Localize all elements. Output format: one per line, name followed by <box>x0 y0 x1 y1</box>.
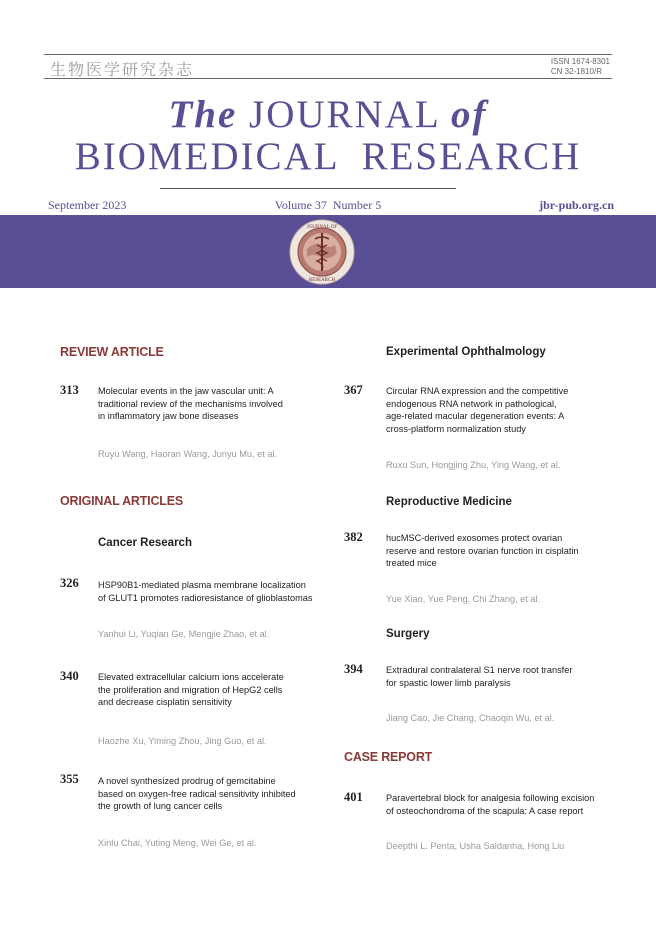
title-line: the growth of lung cancer cells <box>98 801 223 811</box>
subheading-surgery: Surgery <box>386 628 430 640</box>
title-line: the proliferation and migration of HepG2 cells <box>98 684 283 695</box>
title-divider <box>160 188 456 189</box>
title-line: Circular RNA expression and the competitive <box>386 386 569 396</box>
title-line: in inflammatory jaw bone diseases <box>98 411 239 421</box>
svg-text:RESEARCH: RESEARCH <box>308 278 336 283</box>
title-line: HSP90B1-mediated plasma membrane localization <box>98 580 306 590</box>
title-line: hucMSC-derived exosomes protect ovarian <box>386 533 563 543</box>
page-number: 326 <box>60 576 79 590</box>
title-line: treated mice <box>386 558 437 568</box>
title-line: Paravertebral block for analgesia following excision <box>386 793 595 803</box>
title-line: and decrease cisplatin sensitivity <box>98 697 232 707</box>
article-title-367[interactable] <box>386 385 626 435</box>
title-line: of osteochondroma of the scapula: A case report <box>386 805 584 816</box>
subheading-cancer-research: Cancer Research <box>98 537 192 549</box>
article-authors-367: Ruxu Sun, Hongjing Zhu, Ying Wang, et al. <box>386 460 561 470</box>
article-title-326[interactable] <box>98 579 348 604</box>
page-number: 313 <box>60 383 79 397</box>
subheading-experimental-ophthalmology: Experimental Ophthalmology <box>386 346 546 358</box>
page-number: 394 <box>344 662 363 676</box>
issn-number: ISSN 1674-8301 <box>550 57 610 66</box>
svg-text:JOURNAL OF: JOURNAL OF <box>306 225 338 230</box>
chinese-title: 生物医学研究杂志 <box>50 60 195 79</box>
website-link[interactable]: jbr-pub.org.cn <box>539 198 614 212</box>
article-title-394[interactable] <box>386 664 626 689</box>
title-line: A novel synthesized prodrug of gemcitabine <box>98 776 276 786</box>
article-title-340[interactable] <box>98 671 338 709</box>
article-authors-326: Yanhui Li, Yuqian Ge, Mengjie Zhao, et al. <box>98 629 270 639</box>
issue-date: September 2023 <box>48 198 127 212</box>
title-line: Extradural contralateral S1 nerve root transfer <box>386 665 573 675</box>
journal-title-line2: BIOMEDICAL RESEARCH <box>74 135 582 178</box>
title-line: traditional review of the mechanisms involved <box>98 398 283 409</box>
title-line: age-related macular degeneration events: A <box>386 411 565 421</box>
title-line: reserve and restore ovarian function in cisplatin <box>386 545 579 556</box>
title-line: of GLUT1 promotes radioresistance of glioblastomas <box>98 592 313 603</box>
journal-seal-icon <box>289 219 355 285</box>
title-line: Molecular events in the jaw vascular unit: A <box>98 386 274 396</box>
article-authors-394: Jiang Cao, Jie Chang, Chaoqin Wu, et al. <box>386 713 555 723</box>
title-line: for spastic lower limb paralysis <box>386 677 511 688</box>
title-of: of <box>451 93 488 136</box>
title-line: Elevated extracellular calcium ions accelerate <box>98 672 284 682</box>
page-number: 367 <box>344 383 363 397</box>
issn-block <box>551 57 610 77</box>
page-number: 382 <box>344 530 363 544</box>
title-line: endogenous RNA network in pathological, <box>386 398 557 409</box>
page-number: 355 <box>60 772 79 786</box>
article-title-401[interactable] <box>386 792 636 817</box>
article-authors-313: Ruyu Wang, Haoran Wang, Junyu Mu, et al. <box>98 449 278 459</box>
title-line: based on oxygen-free radical sensitivity inhibited <box>98 788 296 799</box>
issue-volume: Volume 37 Number 5 <box>274 198 382 212</box>
subheading-reproductive-medicine: Reproductive Medicine <box>386 496 512 508</box>
article-authors-382: Yue Xiao, Yue Peng, Chi Zhang, et al. <box>386 594 541 604</box>
article-title-382[interactable] <box>386 532 626 570</box>
title-the: The <box>168 93 238 136</box>
article-authors-401: Deepthi L. Penta, Usha Saldanha, Hong Liu <box>386 841 565 851</box>
page-number: 401 <box>344 790 363 804</box>
section-heading-review: REVIEW ARTICLE <box>60 345 164 359</box>
title-line: cross-platform normalization study <box>386 423 526 434</box>
article-title-313[interactable] <box>98 385 338 423</box>
article-title-355[interactable] <box>98 775 338 813</box>
section-heading-case-report: CASE REPORT <box>344 750 433 764</box>
title-journal: JOURNAL <box>249 93 440 136</box>
page-number: 340 <box>60 669 79 683</box>
cn-number: CN 32-1810/R <box>550 67 602 76</box>
masthead-bar <box>44 54 612 79</box>
section-heading-original: ORIGINAL ARTICLES <box>60 494 183 508</box>
journal-title-line1 <box>0 92 656 137</box>
article-authors-355: Xinlu Chai, Yuting Meng, Wei Ge, et al. <box>98 838 257 848</box>
article-authors-340: Haozhe Xu, Yiming Zhou, Jing Guo, et al. <box>98 736 267 746</box>
